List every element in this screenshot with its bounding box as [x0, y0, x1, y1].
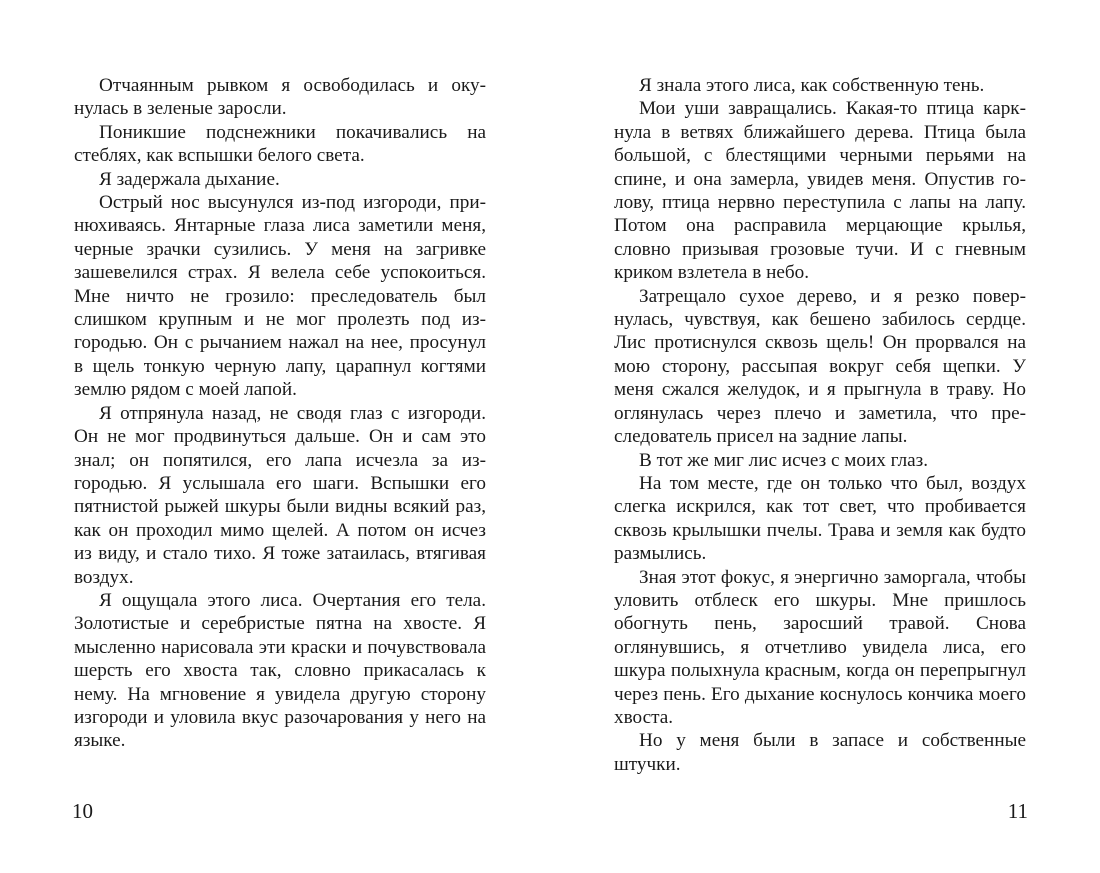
left-page-text — [74, 74, 486, 753]
paragraph: На том месте, где он только что был, воздух слегка искрился, как тот свет, что пробивается сквозь крылышки пчелы. Трава и земля как будто размылись. — [614, 472, 1026, 565]
paragraph: Зная этот фокус, я энергично заморгала, чтобы уловить отблеск его шкуры. Мне пришлось обогнуть пень, заросший травой. Снова оглянувшись, я отчетливо увидела лиса, его шкура полыхнула красным, когда он перепрыгнул через пень. Его дыхание коснулось кончика моего хвоста. — [614, 566, 1026, 728]
paragraph: Я ощущала этого лиса. Очертания его тела. Золотистые и серебристые пятна на хвосте. Я мысленно нарисовала эти краски и почувствовала шерсть его хвоста так, словно прикасалась к нему. На мгновение я увидела другую сторону изгороди и уловила вкус разочарования у него на языке. — [74, 589, 486, 752]
page-number-right: 11 — [1007, 799, 1028, 823]
paragraph: Поникшие подснежники покачивались на стеблях, как вспышки белого света. — [74, 121, 486, 167]
paragraph: Я отпрянула назад, не сводя глаз с изгороди. Он не мог продвинуться дальше. Он и сам это знал; он попятился, его лапа исчезла за изгородью. Я услышала его шаги. Вспышки его пятнистой рыжей шкуры были видны всякий раз, как он проходил мимо щелей. А потом он исчез из виду, и стало тихо. Я тоже затаилась, втягивая воздух. — [74, 402, 486, 588]
right-page — [550, 0, 1100, 873]
paragraph: Затрещало сухое дерево, и я резко повернулась, чувствуя, как бешено забилось сердце. Лис протиснулся сквозь щель! Он прорвался на мою сторону, рассыпая вокруг себя щепки. У меня сжался желудок, и я прыгнула в траву. Но оглянулась через плечо и заметила, что преследователь присел на задние лапы. — [614, 285, 1026, 448]
paragraph: Я знала этого лиса, как собственную тень. — [639, 75, 985, 96]
paragraph: Я задержала дыхание. — [99, 168, 280, 190]
right-page-text — [614, 74, 1026, 776]
paragraph: Мои уши завращались. Какая-то птица каркнула в ветвях ближайшего дерева. Птица была большой, с блестящими черными перьями на спине, и она замерла, увидев меня. Опустив голову, птица нервно переступила с лапы на лапу. Потом она расправила мерцающие крылья, словно призывая грозовые тучи. И с гневным криком взлетела в небо. — [614, 98, 1026, 284]
paragraph: Отчаянным рывком я освободилась и окунулась в зеленые заросли. — [74, 75, 486, 120]
paragraph: Но у меня были в запасе и собственные штучки. — [614, 730, 1026, 775]
page-number-left: 10 — [72, 799, 93, 823]
paragraph: В тот же миг лис исчез с моих глаз. — [639, 449, 929, 471]
paragraph: Острый нос высунулся из-под изгороди, принюхиваясь. Янтарные глаза лиса заметили меня, черные зрачки сузились. У меня на загривке зашевелился страх. Я велела себе успокоиться. Мне ничто не грозило: преследователь был слишком крупным и не мог пролезть под изгородью. Он с рычанием нажал на нее, просунул в щель тонкую черную лапу, царапнул когтями землю рядом с моей лапой. — [74, 192, 486, 401]
